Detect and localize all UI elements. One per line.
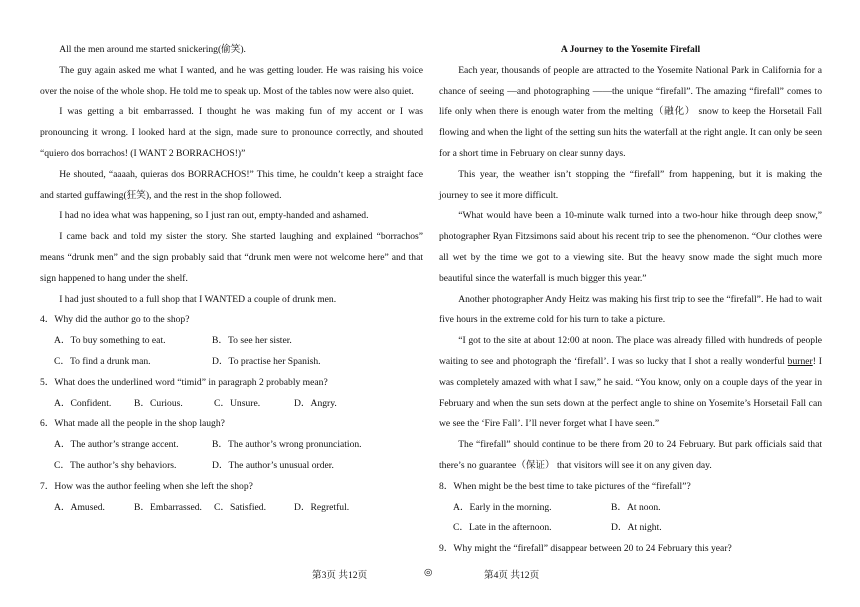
options-q8 [439, 498, 822, 519]
question-8: 8．When might be the best time to take pictures of the “firefall”? [439, 480, 691, 492]
underlined-word: burner [787, 355, 813, 367]
left-page-number: 第3页 共12页 [312, 570, 368, 581]
question-5: 5．What does the underlined word “timid” in paragraph 2 probably mean? [40, 376, 328, 388]
paragraph: “What would have been a 10-minute walk turned into a two-hour hike through deep snow,” photographer Ryan Fitzsimons said about his recent trip to see the phenomenon. “Our clothes were all wet by the time we got to a viewing site. But the heavy snow made the sight much more beautiful since the waterfall is much bigger this year.” [439, 210, 822, 284]
options-q6 [40, 435, 423, 456]
option-d: D．The author’s unusual order. [212, 459, 334, 471]
quote-text-before: “I got to the site at about 12:00 at noon. The place was already filled with hundreds of people waiting to see and photograph the ‘firefall’. I was so lucky that I shot a really wonderful [439, 335, 822, 367]
option-d: D．At night. [611, 522, 662, 534]
option-d: D．Regretful. [294, 501, 350, 513]
paragraph: He shouted, “aaaah, quieras dos BORRACHOS!” This time, he couldn’t keep a straight face and started guffawing(狂笑), and the rest in the shop followed. [40, 168, 423, 201]
right-column [439, 40, 822, 560]
option-d: D．Angry. [294, 397, 337, 409]
option-c: C．To find a drunk man. [54, 355, 151, 367]
paragraph: I had no idea what was happening, so I just ran out, empty-handed and ashamed. [59, 210, 369, 222]
option-b: B．Curious. [134, 397, 183, 409]
paragraph: I was getting a bit embarrassed. I thought he was making fun of my accent or I was pronouncing it wrong. I looked hard at the sign, made sure to pronounce correctly, and shouted “quiero dos borrachos! (I WANT 2 BORRACHOS!)” [40, 106, 423, 159]
paragraph: I had just shouted to a full shop that I WANTED a couple of drunk men. [59, 293, 337, 305]
option-b: B．At noon. [611, 501, 661, 513]
options-q4-row2 [40, 352, 423, 373]
question-4: 4．Why did the author go to the shop? [40, 314, 190, 326]
paragraph: All the men around me started snickering(偷笑). [59, 44, 246, 55]
option-d: D．To practise her Spanish. [212, 355, 321, 367]
circle-symbol-icon: ◎ [424, 567, 433, 578]
quote-text-after: ! I was completely amazed with what I saw,” he said. “You know, only on a couple days of the year in February and when the sun sets down at the perfect angle to shine on Yosemite’s Horsetail Fall can we see the ‘Fire Fall’. I’ll never forget what I have seen.” [439, 355, 822, 430]
paragraph: The guy again asked me what I wanted, and he was getting louder. He was raising his voice over the noise of the whole shop. He told me to speak up. Most of the tables now were also quiet. [40, 64, 423, 97]
option-a: A．Amused. [54, 501, 105, 513]
paragraph: The “firefall” should continue to be there from 20 to 24 February. But park officials said that there’s no guarantee（保证） that visitors will see it on any given day. [439, 439, 822, 471]
option-c: C．Satisfied. [214, 501, 266, 513]
passage-title: A Journey to the Yosemite Firefall [560, 44, 701, 55]
options-q8-row2 [439, 518, 822, 539]
option-a: A．To buy something to eat. [54, 335, 166, 347]
option-a: A．Early in the morning. [453, 501, 552, 513]
option-b: B．Embarrassed. [134, 501, 202, 513]
options-q6-row2 [40, 456, 423, 477]
paragraph: Another photographer Andy Heitz was making his first trip to see the “firefall”. He had to wait five hours in the extreme cold for his turn to take a picture. [439, 293, 822, 326]
left-column [40, 40, 423, 518]
options-q4 [40, 331, 423, 352]
paragraph: This year, the weather isn’t stopping the “firefall” from happening, but it is making the journey to see it more difficult. [439, 168, 822, 201]
options-q5 [40, 394, 423, 415]
options-q7 [40, 498, 423, 519]
option-a: A．The author’s strange accent. [54, 439, 179, 451]
question-6: 6．What made all the people in the shop laugh? [40, 418, 225, 430]
right-page-number: 第4页 共12页 [484, 570, 540, 581]
option-b: B．To see her sister. [212, 335, 292, 347]
option-c: C．The author’s shy behaviors. [54, 459, 177, 471]
paragraph: Each year, thousands of people are attracted to the Yosemite National Park in California for a chance of seeing —and photographing ——the unique “firefall”. The amazing “firefall” comes to life only when there is enough water from the melting（融化） snow to keep the Horsetail Fall flowing and when the light of the setting sun hits the waterfall at the right angle. It can only be seen for a short time in February on clear sunny days. [439, 64, 822, 159]
option-c: C．Late in the afternoon. [453, 522, 552, 534]
option-b: B．The author’s wrong pronunciation. [212, 439, 362, 451]
quote-paragraph [439, 331, 822, 435]
option-a: A．Confident. [54, 397, 112, 409]
paragraph: I came back and told my sister the story. She started laughing and explained “borrachos” means “drunk men” and the sign probably said that “drunk men were not welcome here” and that sign happened to hang under the shelf. [40, 231, 423, 284]
question-7: 7．How was the author feeling when she left the shop? [40, 480, 253, 492]
question-9: 9．Why might the “firefall” disappear between 20 to 24 February this year? [439, 543, 732, 555]
option-c: C．Unsure. [214, 397, 261, 409]
